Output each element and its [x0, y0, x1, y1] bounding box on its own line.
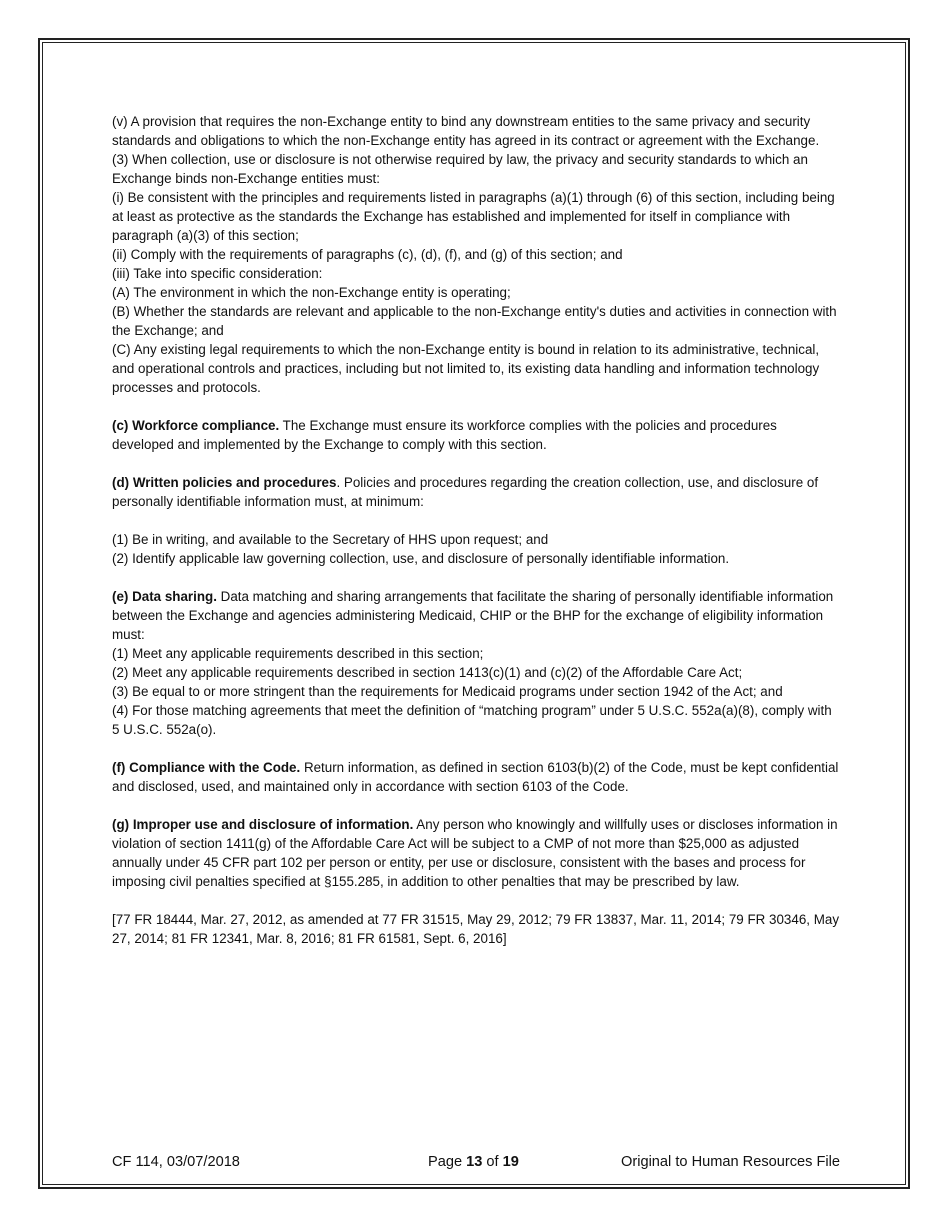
section-e	[112, 587, 842, 644]
section-e-text: Data matching and sharing arrangements that facilitate the sharing of personally identifiable information between the Exchange and agencies administering Medicaid, CHIP or the BHP for the exchange of eligibility information must:	[112, 589, 834, 642]
paragraph-3-ii: (ii) Comply with the requirements of paragraphs (c), (d), (f), and (g) of this section; and	[112, 247, 623, 262]
paragraph-3-iii-b: (B) Whether the standards are relevant and applicable to the non-Exchange entity's duties and activities in connection with the Exchange; and	[112, 304, 837, 338]
routing-note: Original to Human Resources File	[621, 1154, 840, 1170]
section-e-item-4: (4) For those matching agreements that meet the definition of “matching program” under 5 U.S.C. 552a(a)(8), comply with 5 U.S.C. 552a(o).	[112, 703, 832, 737]
section-f-heading: (f) Compliance with the Code.	[112, 760, 301, 775]
document-body	[112, 112, 842, 948]
section-f	[112, 758, 842, 796]
section-e-item-3: (3) Be equal to or more stringent than the requirements for Medicaid programs under section 1942 of the Act; and	[112, 684, 783, 699]
paragraph-3-iii-c: (C) Any existing legal requirements to which the non-Exchange entity is bound in relation to its administrative, technical, and operational controls and practices, including but not limited to, its existing data handling and information technology processes and protocols.	[112, 342, 820, 395]
section-g-heading: (g) Improper use and disclosure of information.	[112, 817, 414, 832]
section-d-item-1: (1) Be in writing, and available to the Secretary of HHS upon request; and	[112, 532, 549, 547]
section-c	[112, 416, 842, 454]
paragraph-3-i: (i) Be consistent with the principles and requirements listed in paragraphs (a)(1) through (6) of this section, including being at least as protective as the standards the Exchange has established and implemented for itself in compliance with paragraph (a)(3) of this section;	[112, 190, 835, 243]
section-e-item-2: (2) Meet any applicable requirements described in section 1413(c)(1) and (c)(2) of the Affordable Care Act;	[112, 665, 743, 680]
paragraph-3: (3) When collection, use or disclosure is not otherwise required by law, the privacy and security standards to which an Exchange binds non-Exchange entities must:	[112, 152, 808, 186]
page-of: of	[482, 1154, 503, 1170]
section-g-text: Any person who knowingly and willfully uses or discloses information in violation of section 1411(g) of the Affordable Care Act will be subject to a CMP of not more than $25,000 as adjusted annually under 45 CFR part 102 per person or entity, per use or disclosure, consistent with the bases and process for imposing civil penalties specified at §155.285, in addition to other penalties that may be prescribed by law.	[112, 817, 838, 889]
section-c-heading: (c) Workforce compliance.	[112, 418, 280, 433]
section-d-item-2: (2) Identify applicable law governing collection, use, and disclosure of personally identifiable information.	[112, 551, 730, 566]
section-d-text: . Policies and procedures regarding the creation collection, use, and disclosure of personally identifiable information must, at minimum:	[112, 475, 819, 509]
total-pages: 19	[502, 1154, 519, 1170]
page-number	[428, 1152, 519, 1172]
section-c-text: The Exchange must ensure its workforce complies with the policies and procedures developed and implemented by the Exchange to comply with this section.	[112, 418, 777, 452]
page-prefix: Page	[428, 1154, 467, 1170]
section-f-text: Return information, as defined in section 6103(b)(2) of the Code, must be kept confidential and disclosed, used, and maintained only in accordance with section 6103 of the Code.	[112, 760, 839, 794]
section-e-heading: (e) Data sharing.	[112, 589, 217, 604]
section-e-item-1: (1) Meet any applicable requirements described in this section;	[112, 646, 484, 661]
paragraph-v: (v) A provision that requires the non-Exchange entity to bind any downstream entities to the same privacy and security standards and obligations to which the non-Exchange entity has agreed in its contract or agreement with the Exchange.	[112, 114, 820, 148]
paragraph-3-iii-a: (A) The environment in which the non-Exchange entity is operating;	[112, 285, 511, 300]
current-page: 13	[466, 1154, 483, 1170]
paragraph-3-iii: (iii) Take into specific consideration:	[112, 266, 323, 281]
section-g	[112, 815, 842, 891]
section-d	[112, 473, 842, 511]
citation: [77 FR 18444, Mar. 27, 2012, as amended at 77 FR 31515, May 29, 2012; 79 FR 13837, Mar. 11, 2014; 79 FR 30346, May 27, 2014; 81 FR 12341, Mar. 8, 2016; 81 FR 61581, Sept. 6, 2016]	[112, 912, 840, 946]
section-d-heading: (d) Written policies and procedures	[112, 475, 337, 490]
form-id: CF 114, 03/07/2018	[112, 1154, 240, 1170]
